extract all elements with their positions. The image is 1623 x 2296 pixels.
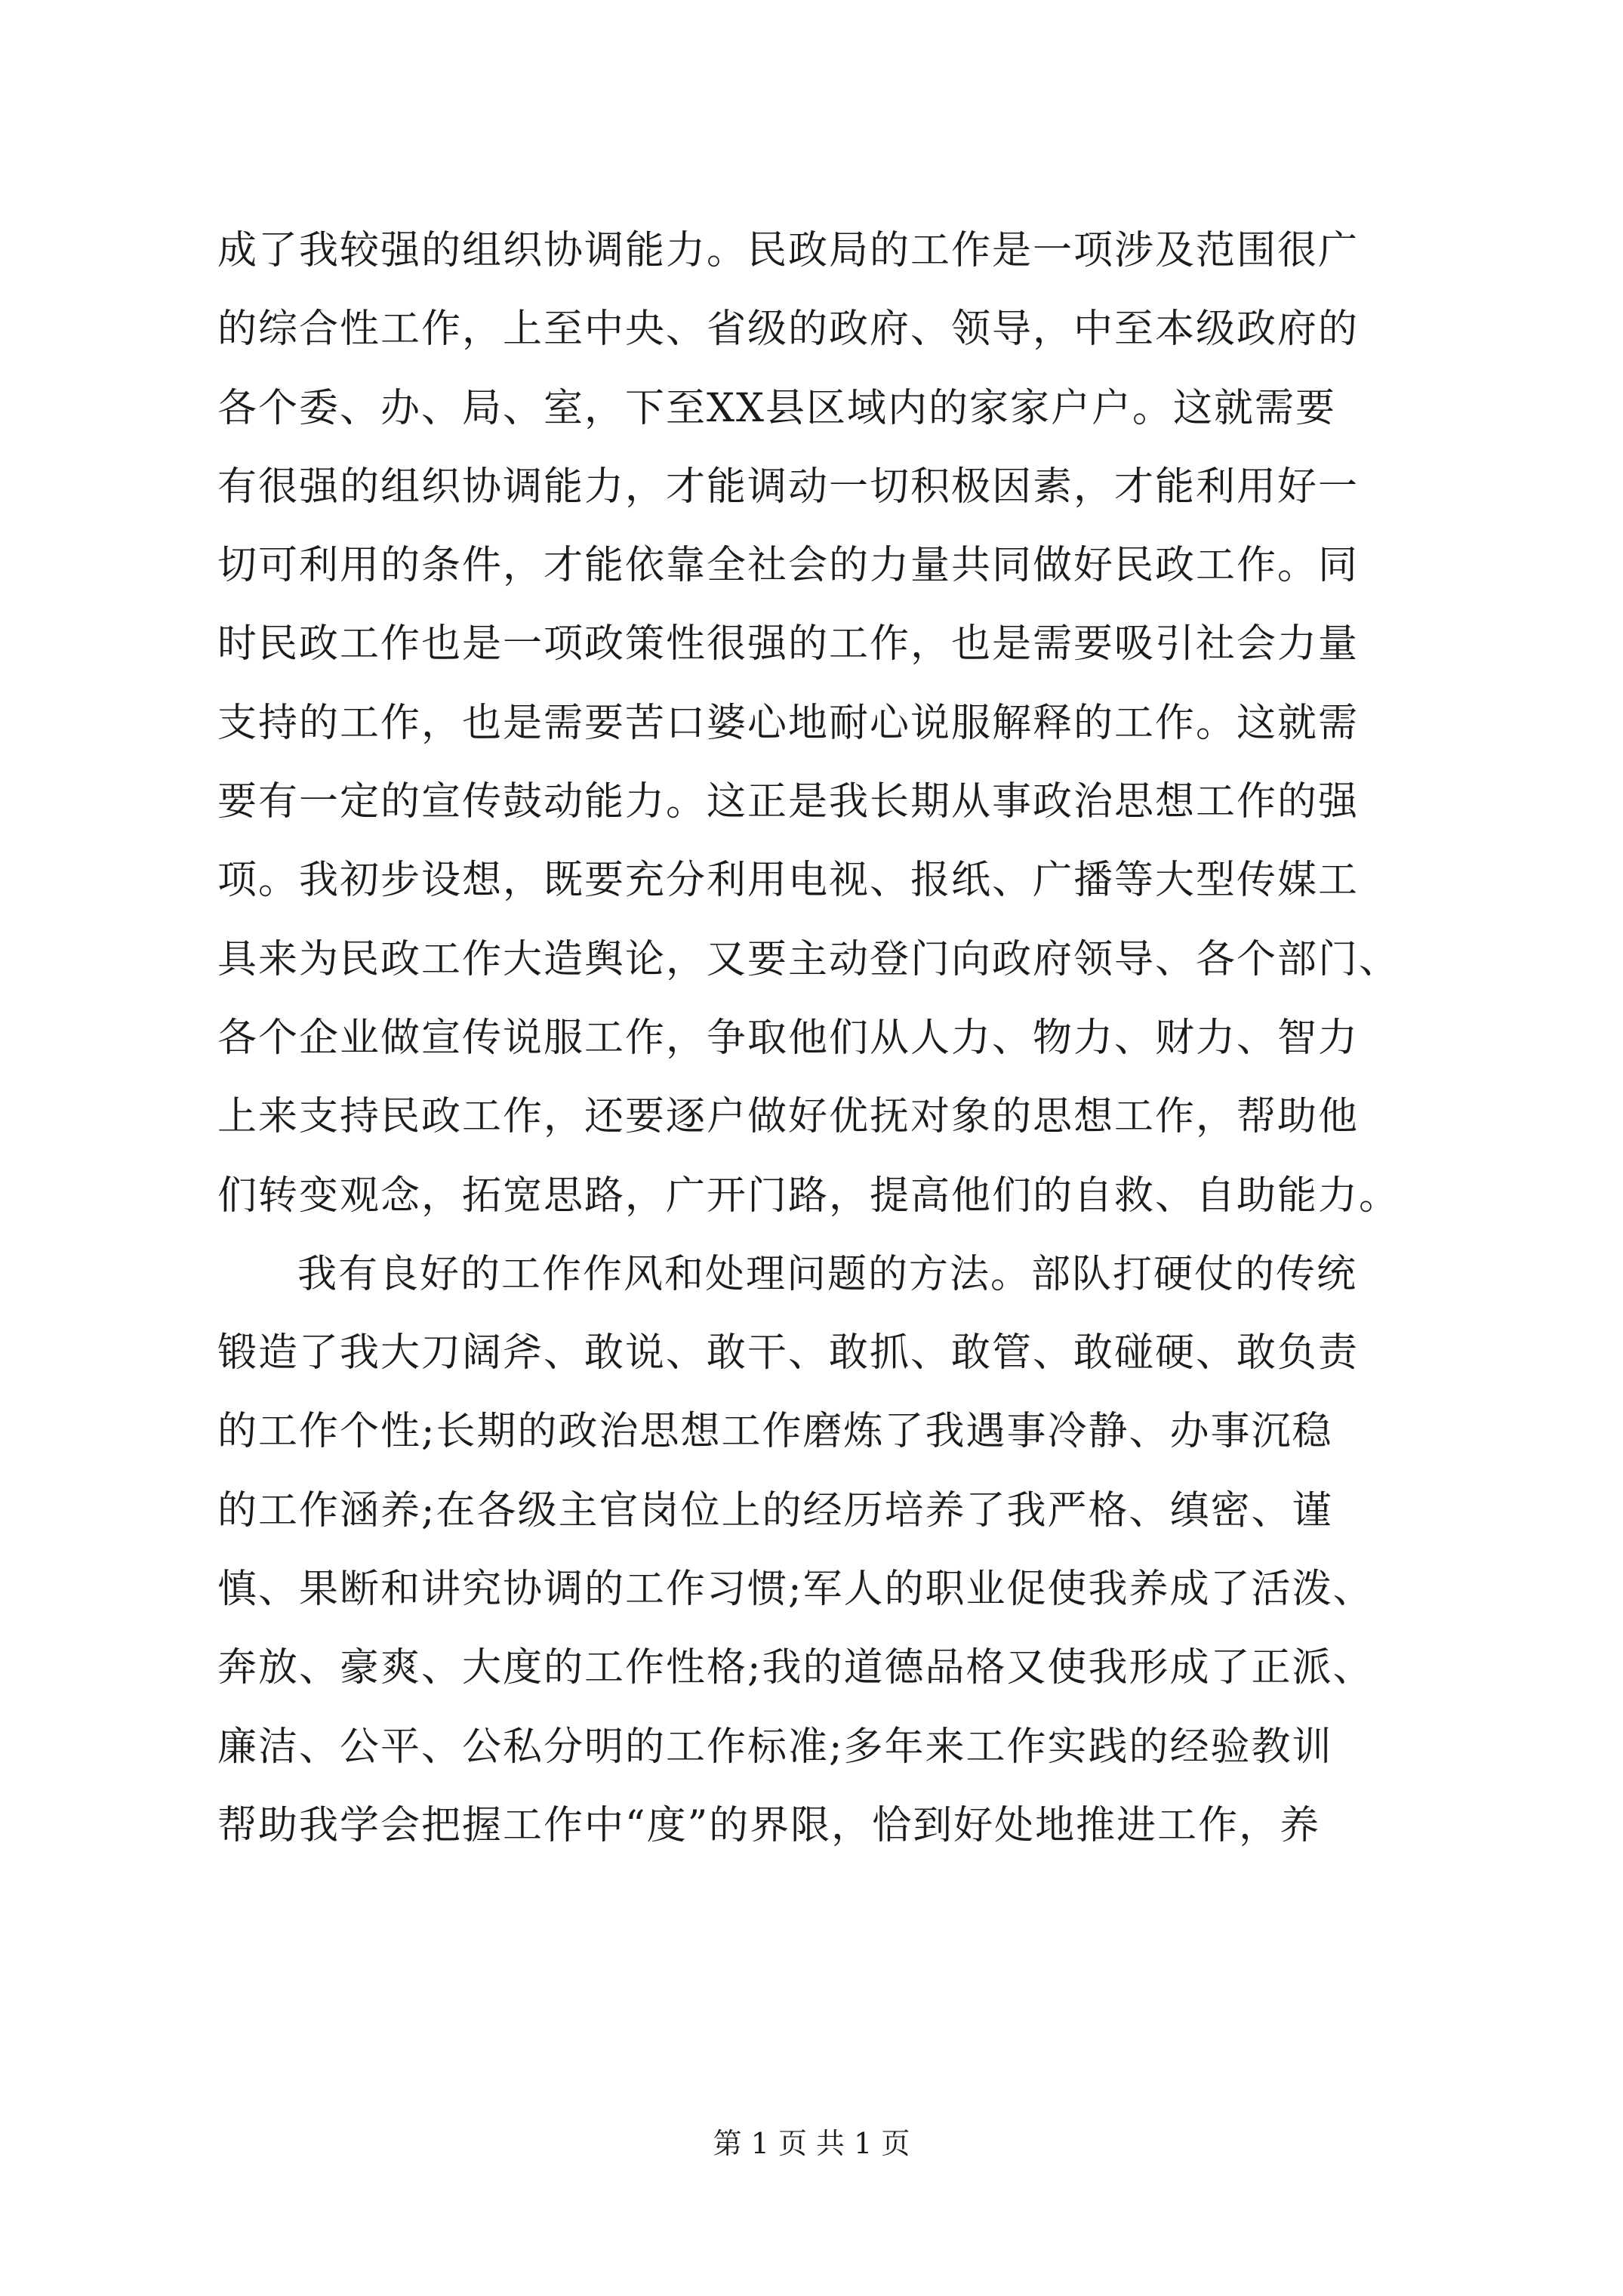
text-line: 时民政工作也是一项政策性很强的工作，也是需要吸引社会力量	[217, 621, 1360, 667]
text-line: 支持的工作，也是需要苦口婆心地耐心说服解释的工作。这就需	[217, 700, 1360, 746]
text-line: 切可利用的条件，才能依靠全社会的力量共同做好民政工作。同	[217, 543, 1360, 589]
text-line: 要有一定的宣传鼓动能力。这正是我长期从事政治思想工作的强	[217, 779, 1360, 825]
text-line: 锻造了我大刀阔斧、敢说、敢干、敢抓、敢管、敢碰硬、敢负责	[217, 1330, 1360, 1376]
text-line: 帮助我学会把握工作中“度”的界限，恰到好处地推进工作，养	[217, 1802, 1321, 1848]
text-line: 的工作涵养;在各级主官岗位上的经历培养了我严格、缜密、谨	[217, 1487, 1333, 1533]
text-line: 成了我较强的组织协调能力。民政局的工作是一项涉及范围很广	[217, 228, 1360, 273]
document-body	[217, 211, 1425, 1865]
paragraph	[217, 1235, 1425, 1865]
text-line: 各个企业做宣传说服工作，争取他们从人力、物力、财力、智力	[217, 1015, 1360, 1061]
text-line: 的综合性工作，上至中央、省级的政府、领导，中至本级政府的	[217, 307, 1360, 353]
paragraph	[217, 211, 1425, 1235]
text-line: 各个委、办、局、室，下至XX县区域内的家家户户。这就需要	[217, 385, 1337, 431]
text-line: 我有良好的工作作风和处理问题的方法。部队打硬仗的传统	[297, 1251, 1358, 1297]
text-line: 廉洁、公平、公私分明的工作标准;多年来工作实践的经验教训	[217, 1724, 1333, 1770]
text-line: 具来为民政工作大造舆论，又要主动登门向政府领导、各个部门、	[217, 936, 1400, 982]
text-line: 的工作个性;长期的政治思想工作磨炼了我遇事冷静、办事沉稳	[217, 1409, 1333, 1455]
text-line: 有很强的组织协调能力，才能调动一切积极因素，才能利用好一	[217, 464, 1360, 510]
text-line: 上来支持民政工作，还要逐户做好优抚对象的思想工作，帮助他	[217, 1094, 1360, 1140]
text-line: 们转变观念，拓宽思路，广开门路，提高他们的自救、自助能力。	[217, 1173, 1400, 1219]
text-line: 奔放、豪爽、大度的工作性格;我的道德品格又使我形成了正派、	[217, 1645, 1374, 1691]
page-footer: 第 1 页 共 1 页	[713, 2127, 910, 2160]
text-line: 慎、果断和讲究协调的工作习惯;军人的职业促使我养成了活泼、	[217, 1567, 1374, 1613]
text-line: 项。我初步设想，既要充分利用电视、报纸、广播等大型传媒工	[217, 858, 1360, 904]
